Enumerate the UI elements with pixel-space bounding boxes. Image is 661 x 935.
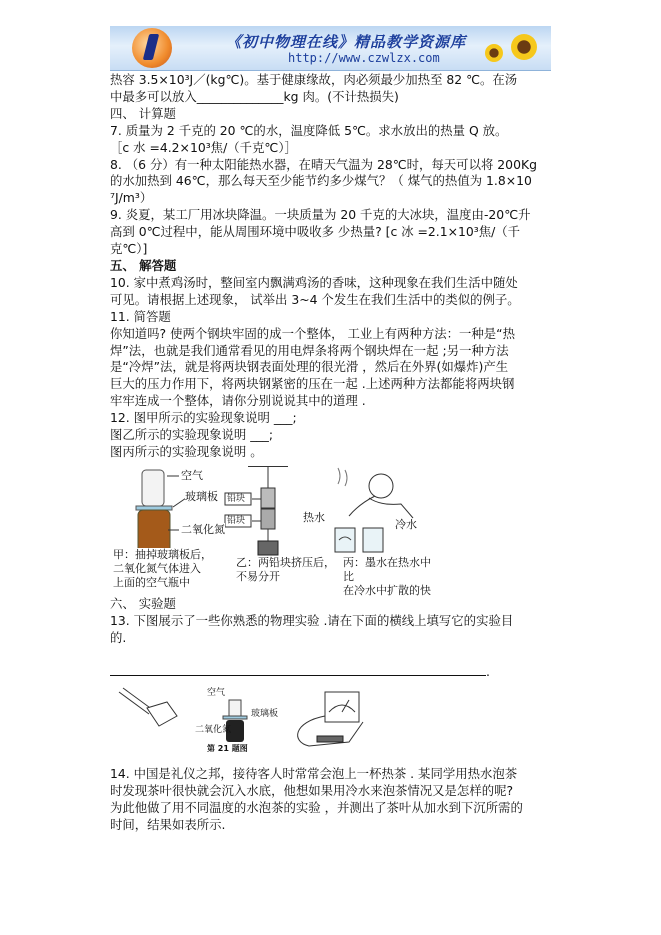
- q11-text: 是“冷焊”法，就是将两块钢表面处理的很光滑 ，然后在外界(如爆炸)产生: [110, 359, 509, 375]
- label-glass-plate: 玻璃板: [251, 709, 279, 720]
- caption-jia-line: 甲：抽掉玻璃板后，: [113, 547, 212, 561]
- q11-text: 你知道吗? 使两个钢块牢固的成一个整体， 工业上有两种方法：一种是“热: [110, 325, 515, 341]
- label-cold-water: 冷水: [395, 517, 417, 531]
- caption-jia: [113, 548, 212, 590]
- experiment-figure-q13: [113, 686, 375, 754]
- experiment-figure-diffusion: [113, 466, 440, 597]
- figure-number-label: 第 21 题图: [207, 744, 248, 754]
- label-air: 空气: [207, 688, 226, 699]
- section-heading-answer: 五、 解答题: [110, 257, 177, 273]
- q11-text: 巨大的压力作用下，将两块钢紧密的压在一起 .上述两种方法都能将两块钢: [110, 376, 515, 392]
- electric-meter-circuit-icon: [298, 692, 363, 746]
- q8-text: 8. （6 分）有一种太阳能热水器，在晴天气温为 28℃时，每天可以将 200Kg: [110, 156, 537, 172]
- q6-text: 中最多可以放入______________kg 肉。(不计热损失): [110, 88, 399, 104]
- q13-text: 的.: [110, 629, 127, 645]
- q9-text: 高到 0℃过程中，能从周围环境中吸收多 少热量? [c 冰 =2.1×10³焦/（千: [110, 224, 521, 240]
- site-logo-icon: [132, 28, 172, 68]
- q14-text: 时发现茶叶很快就会沉入水底，他想如果用冷水来泡茶情况又是怎样的呢?: [110, 783, 514, 799]
- label-nitrogen-dioxide: 二氧化氮: [195, 725, 232, 736]
- q6-text: 热容 3.5×10³J／(kg℃)。基于健康缘故，肉必须最少加热至 82 ℃。在汤: [110, 72, 518, 87]
- caption-bing-line: 丙：墨水在热水中比: [343, 555, 431, 583]
- label-lead-block: 铅块: [227, 493, 246, 504]
- banner-title: 《初中物理在线》精品教学资源库: [226, 33, 467, 51]
- caption-yi-line: 乙：两铅块挤压后，: [236, 555, 335, 569]
- caption-jia-line: 上面的空气瓶中: [113, 575, 190, 589]
- q11-title: 11. 简答题: [110, 308, 171, 324]
- q13-text: 13. 下图展示了一些你熟悉的物理实验 .请在下面的横线上填写它的实验目: [110, 612, 514, 628]
- caption-yi-line: 不易分开: [236, 569, 280, 583]
- header-banner: [110, 26, 551, 71]
- q12-text: 图丙所示的实验现象说明 。: [110, 443, 263, 459]
- label-hot-water: 热水: [303, 510, 325, 524]
- q11-text: 牢牢连成一个整体，请你分别说说其中的道理 .: [110, 393, 366, 409]
- q12-text: 图乙所示的实验现象说明 ___;: [110, 427, 273, 443]
- q13-answer-line: [110, 663, 556, 681]
- label-nitrogen-dioxide: 二氧化氮: [181, 522, 225, 536]
- sunflower-icon: [485, 44, 503, 62]
- section-heading-experiment: 六、 实验题: [110, 595, 176, 611]
- caption-bing: [343, 556, 440, 598]
- label-lead-block: 铅块: [227, 515, 246, 526]
- answer-blank[interactable]: [110, 663, 486, 676]
- q14-text: 14. 中国是礼仪之邦，接待客人时常常会泡上一杯热茶 . 某同学用热水泡茶: [110, 766, 518, 782]
- q13-end-mark: .: [486, 663, 490, 679]
- spacer: [110, 647, 556, 663]
- q9-text: 9. 炎夏，某工厂用冰块降温。一块质量为 20 千克的大冰块，温度由-20℃升: [110, 207, 531, 223]
- document-body: [110, 72, 556, 834]
- q10-text: 10. 家中煮鸡汤时，整间室内飘满鸡汤的香味，这种现象在我们生活中随处: [110, 274, 518, 290]
- q8-text: 的水加热到 46℃，那么每天至少能节约多少煤气？（ 煤气的热值为 1.8×10: [110, 173, 532, 189]
- section-heading-calculation: 四、 计算题: [110, 105, 176, 121]
- beakers-ink-apparatus-icon: [335, 468, 413, 552]
- caption-jia-line: 二氧化氮气体进入: [113, 561, 201, 575]
- gas-jar-apparatus-icon: [136, 470, 189, 560]
- q10-text: 可见。请根据上述现象， 试举出 3~4 个发生在我们生活中的类似的例子。: [110, 291, 520, 307]
- label-air: 空气: [181, 468, 203, 482]
- banner-url[interactable]: http://www.czwlzx.com: [288, 51, 440, 65]
- label-glass-plate: 玻璃板: [185, 489, 218, 503]
- caption-bing-line: 在冷水中扩散的快: [343, 583, 431, 597]
- q12-text: 12. 图甲所示的实验现象说明 ___;: [110, 410, 297, 426]
- q11-text: 焊”法，也就是我们通常看见的用电焊条将两个钢块焊在一起 ;另一种方法: [110, 342, 509, 358]
- hand-writing-icon: [119, 688, 177, 726]
- q7-text: 7. 质量为 2 千克的 20 ℃的水，温度降低 5℃。求水放出的热量 Q 放。: [110, 122, 508, 138]
- q7-text: ［c 水 =4.2×10³焦/（千克℃）］: [110, 139, 297, 155]
- q8-text: ⁷J/m³）: [110, 190, 153, 206]
- q14-text: 为此他做了用不同温度的水泡茶的实验 ，并测出了茶叶从加水到下沉所需的: [110, 800, 523, 816]
- caption-yi: [236, 556, 335, 584]
- q9-text: 克℃）]: [110, 241, 148, 257]
- sunflower-icon: [511, 34, 537, 60]
- lead-blocks-apparatus-icon: [225, 466, 288, 555]
- q14-text: 时间，结果如表所示.: [110, 817, 226, 833]
